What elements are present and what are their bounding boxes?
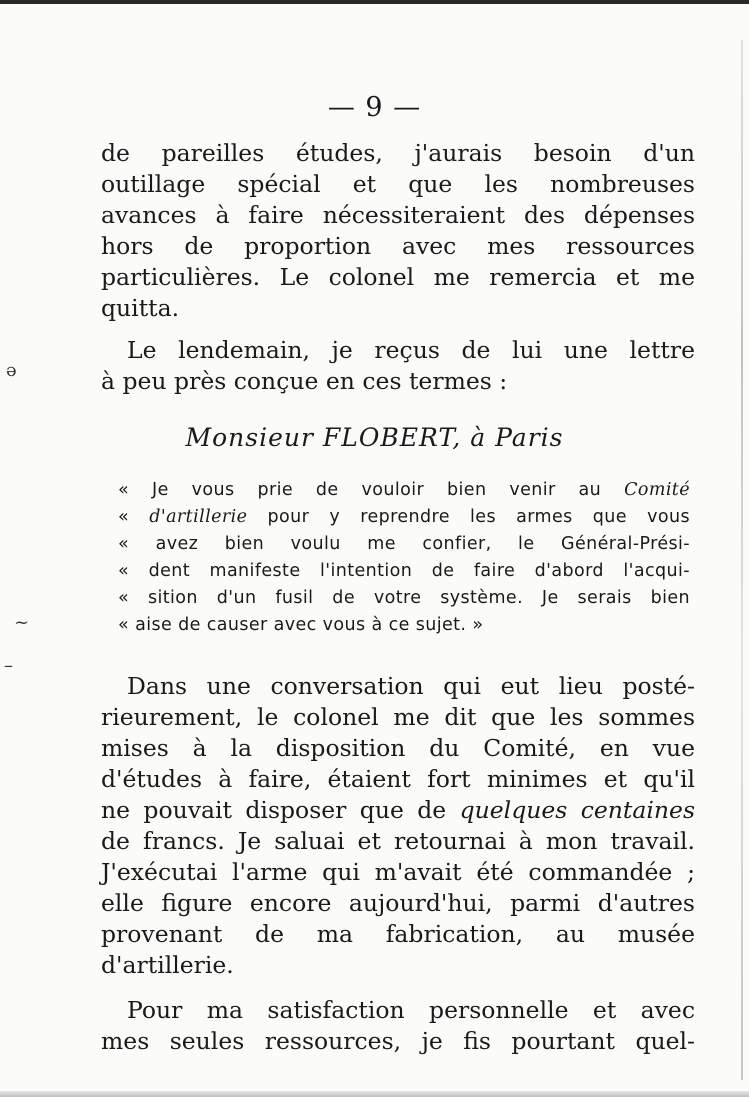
paragraph-4: [101, 995, 695, 1057]
letter-line: « aise de causer avec vous à ce sujet. »: [118, 615, 484, 635]
letter-line: « dent manifeste l'intention de faire d'abord l'acqui-: [118, 561, 690, 581]
text-line: [101, 795, 695, 826]
text-fragment: ne pouvait disposer que de: [101, 796, 460, 824]
text-line: hors de proportion avec mes ressources: [101, 232, 695, 260]
letter-heading-name: FLOBERT: [322, 423, 453, 452]
margin-speck: ǝ: [6, 360, 17, 381]
text-line: mes seules ressources, je fis pourtant quel-: [101, 1027, 695, 1055]
text-line: quitta.: [101, 294, 180, 322]
margin-speck: ~: [14, 612, 30, 633]
letter-text: «: [118, 507, 150, 527]
page-right-edge: [741, 40, 743, 1080]
text-line: Pour ma satisfaction personnelle et avec: [127, 996, 695, 1024]
letter-heading-prefix: Monsieur: [185, 423, 323, 452]
text-line: à peu près conçue en ces termes :: [101, 367, 508, 395]
text-line: outillage spécial et que les nombreuses: [101, 170, 695, 198]
text-line: avances à faire nécessiteraient des dépenses: [101, 201, 695, 229]
text-line: rieurement, le colonel me dit que les sommes: [101, 703, 695, 731]
italic-text-fragment: quelques centaines: [459, 796, 695, 824]
paragraph-2: [101, 335, 695, 397]
text-line: J'exécutai l'arme qui m'avait été commandée ;: [101, 858, 695, 886]
text-line: mises à la disposition du Comité, en vue: [101, 734, 695, 762]
letter-line: [118, 477, 690, 504]
margin-speck: –: [4, 655, 13, 676]
text-line: Dans une conversation qui eut lieu posté-: [127, 672, 695, 700]
page-bottom-edge: [0, 1091, 749, 1097]
text-line: Le lendemain, je reçus de lui une lettre: [127, 336, 695, 364]
text-line: d'artillerie.: [101, 951, 234, 979]
paragraph-1: [101, 138, 695, 324]
text-line: elle figure encore aujourd'hui, parmi d'autres: [101, 889, 695, 917]
text-line: de pareilles études, j'aurais besoin d'un: [101, 139, 695, 167]
text-line: provenant de ma fabrication, au musée: [101, 920, 695, 948]
letter-heading-suffix: , à Paris: [452, 423, 564, 452]
text-line: de francs. Je saluai et retournai à mon travail.: [101, 827, 695, 855]
letter-italic-text: d'artillerie: [149, 507, 248, 527]
letter-quote: [118, 477, 690, 639]
page-top-edge: [0, 0, 749, 4]
text-line: d'études à faire, étaient fort minimes et qu'il: [101, 765, 695, 793]
letter-text: « Je vous prie de vouloir bien venir au: [118, 480, 625, 500]
letter-line: « sition d'un fusil de votre système. Je serais bien: [118, 588, 690, 608]
letter-line: [118, 504, 690, 531]
letter-text: pour y reprendre les armes que vous: [247, 507, 690, 527]
letter-heading: [0, 423, 749, 452]
letter-italic-text: Comité: [624, 480, 690, 500]
page-number: — 9 —: [327, 92, 422, 123]
paragraph-3: [101, 671, 695, 981]
letter-line: « avez bien voulu me confier, le Général-Prési-: [118, 534, 690, 554]
text-line: particulières. Le colonel me remercia et me: [101, 263, 695, 291]
